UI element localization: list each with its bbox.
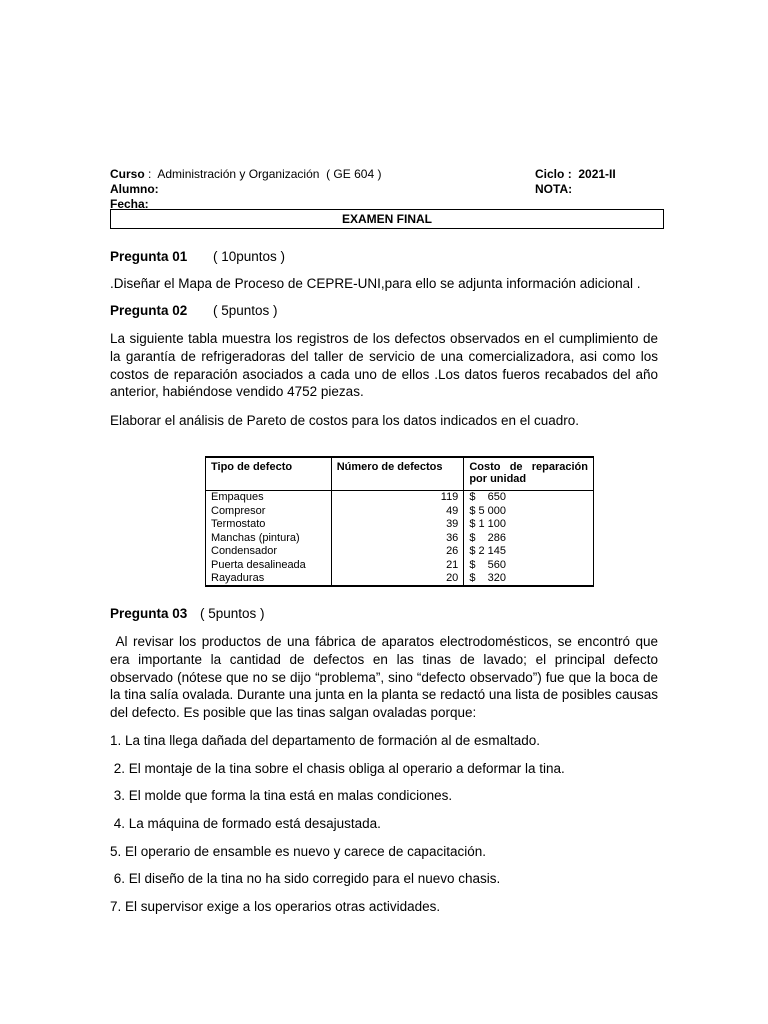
defect-cost: $ 1 100 (464, 518, 594, 532)
date-label: Fecha: (110, 197, 149, 211)
defect-count: 119 (331, 490, 464, 504)
defect-cost: $ 320 (464, 572, 594, 587)
course-value: : Administración y Organización ( GE 604 ) (148, 167, 382, 181)
question-3-text: Al revisar los productos de una fábrica de aparatos electrodomésticos, se encontró que era importante la cantidad de defectos en las tinas de lavado; el principal defecto observado (nótese que no se dijo “problema”, sino “defecto observado”) fue que la boca de la tina salía ovalada. Durante una junta en la planta se redactó una lista de posibles causas del defecto. Es posible que las tinas salgan ovaladas porque: (110, 634, 662, 721)
defects-table (205, 456, 594, 587)
question-1-text: .Diseñar el Mapa de Proceso de CEPRE-UNI,para ello se adjunta información adicional . (110, 276, 641, 291)
defect-type: Empaques (206, 490, 332, 504)
defect-count: 36 (331, 531, 464, 545)
table-header-row (206, 457, 594, 490)
cycle-line (535, 167, 616, 181)
cause-item: 5. El operario de ensamble es nuevo y carece de capacitación. (110, 844, 486, 859)
defect-cost: $ 286 (464, 531, 594, 545)
cycle-label: Ciclo (535, 167, 565, 181)
defect-type: Compresor (206, 504, 332, 518)
defect-type: Manchas (pintura) (206, 531, 332, 545)
exam-title: EXAMEN FINAL (110, 209, 664, 229)
question-1-label: Pregunta 01 (110, 249, 188, 264)
question-1-heading (110, 249, 286, 265)
question-3-points: ( 5puntos ) (200, 606, 265, 621)
defect-type: Puerta desalineada (206, 558, 332, 572)
course-label: Curso (110, 167, 145, 181)
question-3-heading (110, 606, 265, 622)
table-row (206, 531, 594, 545)
cause-item: 6. El diseño de la tina no ha sido corregido para el nuevo chasis. (110, 871, 501, 886)
question-3-label: Pregunta 03 (110, 606, 188, 621)
defect-count: 21 (331, 558, 464, 572)
defect-cost: $ 2 145 (464, 545, 594, 559)
cause-item: 4. La máquina de formado está desajustada. (110, 816, 381, 831)
question-2-text: La siguiente tabla muestra los registros de los defectos observados en el cumplimiento de la garantía de refrigeradoras del taller de servicio de una comercializadora, asi como los costos de reparación asociados a cada uno de ellos .Los datos fueros recabados del año anterior, habiéndose vendido 4752 piezas. (110, 331, 658, 400)
defect-cost: $ 5 000 (464, 504, 594, 518)
table-row (206, 572, 594, 587)
cycle-value: : 2021-II (567, 167, 616, 181)
defect-cost: $ 650 (464, 490, 594, 504)
cause-item: 1. La tina llega dañada del departamento de formación al de esmaltado. (110, 733, 541, 748)
table-header-type: Tipo de defecto (206, 457, 332, 490)
table-row (206, 558, 594, 572)
table-row (206, 545, 594, 559)
defect-type: Termostato (206, 518, 332, 532)
defect-type: Condensador (206, 545, 332, 559)
table-row (206, 504, 594, 518)
table-row (206, 518, 594, 532)
grade-label: NOTA: (535, 182, 573, 196)
cause-item: 3. El molde que forma la tina está en malas condiciones. (110, 788, 453, 803)
table-header-count: Número de defectos (331, 457, 464, 490)
defect-cost: $ 560 (464, 558, 594, 572)
defect-count: 49 (331, 504, 464, 518)
question-2-points: ( 5puntos ) (213, 303, 278, 318)
defect-type: Rayaduras (206, 572, 332, 587)
question-1-points: ( 10puntos ) (213, 249, 286, 264)
question-2-instruction: Elaborar el análisis de Pareto de costos para los datos indicados en el cuadro. (110, 413, 580, 428)
table-header-cost: Costo de reparación por unidad (464, 457, 594, 490)
course-line (110, 167, 381, 181)
cause-item: 2. El montaje de la tina sobre el chasis obliga al operario a deformar la tina. (110, 761, 565, 776)
cause-item: 7. El supervisor exige a los operarios otras actividades. (110, 899, 441, 914)
table-row (206, 490, 594, 504)
defect-count: 26 (331, 545, 464, 559)
defect-count: 20 (331, 572, 464, 587)
student-line (110, 182, 159, 196)
question-2-label: Pregunta 02 (110, 303, 188, 318)
question-2-heading (110, 303, 278, 319)
grade-line (535, 182, 572, 196)
defect-count: 39 (331, 518, 464, 532)
student-label: Alumno: (110, 182, 159, 196)
